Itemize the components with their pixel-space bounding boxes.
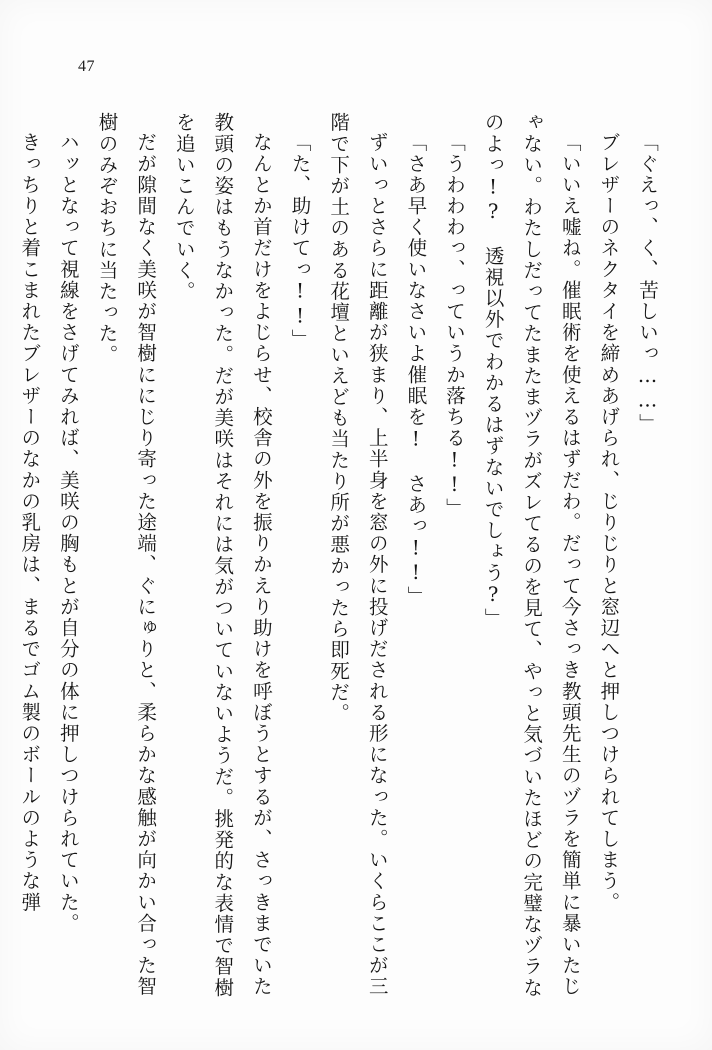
paragraph: ブレザーのネクタイを締めあげられ、じりじりと窓辺へと押しつけられてしまう。 — [597, 131, 621, 913]
page-number: 47 — [78, 58, 95, 75]
paragraph: きっちりと着こまれたブレザーのなかの乳房は、まるでゴム製のボールのような弾 — [18, 131, 42, 913]
paragraph: 「た、助けてっ!!」 — [288, 131, 312, 350]
paragraph: ずいっとさらに距離が狭まり、上半身を窓の外に投げだされる形になった。いくらここが三階で下が土のある花壇といえども当たり所が悪かったら即死だ。 — [327, 112, 389, 997]
paragraph: ハッとなって視線をさげてみれば、美咲の胸もとが自分の体に押しつけられていた。 — [56, 131, 80, 934]
paragraph: だが隙間なく美咲が智樹ににじり寄った途端、ぐにゅりと、柔らかな感触が向かい合った智樹のみぞおちに当たった。 — [95, 112, 158, 997]
paragraph: 「さあ早く使いなさいよ催眠を! さあっ!!」 — [404, 131, 428, 607]
paragraph: 「ぐえっ、く、苦しいっ……」 — [636, 131, 659, 434]
paragraph: 「いいえ嘘ね。催眠術を使えるはずだわ。だって今さっき教頭先生のヅラを簡単に暴いたじゃない。わたしだってたまたまヅラがズレてるのを見て、やっと気づいたほどの完璧なヅラなのよっ!? 透視以外でわかるはずないでしょう?」 — [481, 112, 582, 999]
paragraph: なんとか首だけをよじらせ、校舎の外を振りかえり助けを呼ぼうとするが、さっきまでいた教頭の姿はもうなかった。だが美咲はそれには気がついていないようだ。挑発的な表情で智樹を追いこんでいく。 — [172, 112, 273, 999]
paragraph: 「うわわわっ、っていうか落ちる!!」 — [442, 131, 466, 519]
novel-body-text — [18, 112, 666, 1002]
